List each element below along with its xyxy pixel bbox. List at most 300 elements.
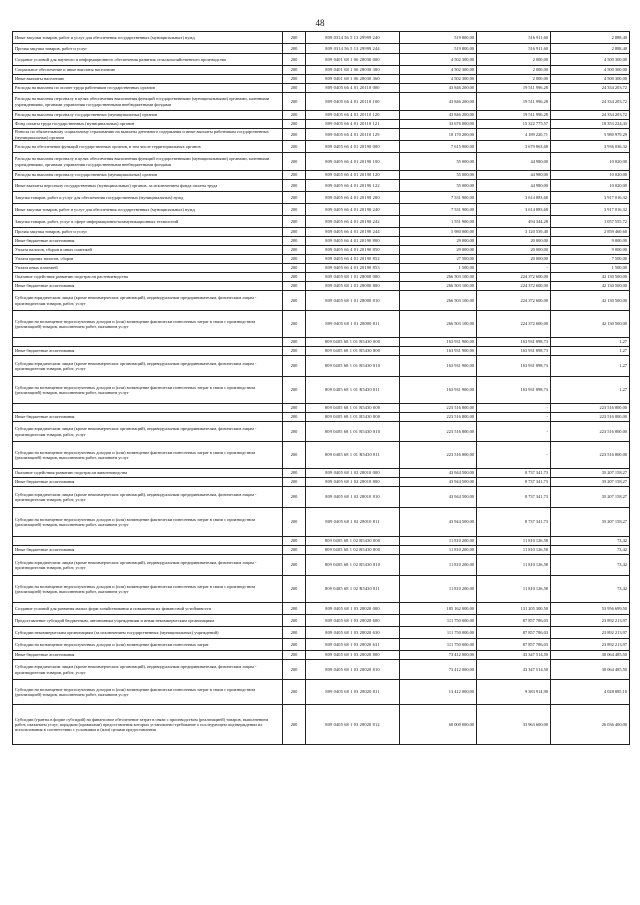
row-budget-code-cell: 809 0405 68 1 01 R5430 800 (306, 413, 400, 422)
row-approved-cell: 111 750 000,00 (400, 615, 477, 627)
row-name-cell: Субсидии на возмещение недополученных доходов и (или) возмещение фактически понесенных затрат в связи с производством (реализацией) товаров, выполнением работ, оказанием услуг (13, 508, 283, 537)
table-row (13, 377, 630, 404)
row-unexecuted-cell: 73,42 (551, 555, 630, 576)
row-budget-code-cell: 809 0405 68 1 01 R5430 810 (306, 422, 400, 442)
row-budget-code-cell: 809 0405 68 1 02 28010 810 (306, 487, 400, 508)
row-budget-code-cell: 809 0401 68 1 06 28030 300 (306, 66, 400, 75)
row-name-cell: Субсидии юридическим лицам (кроме некоммерческих организаций), индивидуальным предпринимателям, физическим лицам - производителям товаров, работ, услуг (13, 660, 283, 680)
row-executed-cell: 163 931 898,73 (477, 338, 551, 347)
row-approved-cell: 4 502 300,00 (400, 66, 477, 75)
row-unexecuted-cell: 23 892 213,97 (551, 639, 630, 651)
row-name-cell: Расходы на выплаты персоналу в целях обеспечения выполнения функций государственными (муниципальными) органами, казенными учреждениями, органами управления государственными внебюджетными фондами (13, 93, 283, 111)
row-budget-code-cell: 809 0405 68 1 03 28020 812 (306, 705, 400, 745)
table-row (13, 537, 630, 546)
row-unexecuted-cell: 223 516 800,00 (551, 422, 630, 442)
row-approved-cell: 10 170 200,00 (400, 129, 477, 141)
row-code-cell: 200 (283, 171, 306, 180)
table-row (13, 111, 630, 120)
row-approved-cell: 1 500,00 (400, 264, 477, 273)
row-code-cell: 200 (283, 627, 306, 639)
row-name-cell: Создание условий для развития малых форм хозяйствования и повышения их финансовой устойчивости (13, 603, 283, 615)
row-name-cell: Взносы по обязательному социальному страхованию на выплаты денежного содержания и иные выплаты работникам государственных (муниципальных) органов (13, 129, 283, 141)
row-name-cell: Иные бюджетные ассигнования (13, 478, 283, 487)
table-row (13, 555, 630, 576)
row-budget-code-cell: 809 0314 56 5 13 29999 240 (306, 32, 400, 44)
row-budget-code-cell: 809 0405 66 4 01 20190 244 (306, 228, 400, 237)
table-row (13, 469, 630, 478)
row-approved-cell: 55 000,00 (400, 180, 477, 192)
table-row (13, 508, 630, 537)
row-name-cell: Иные бюджетные ассигнования (13, 347, 283, 356)
row-budget-code-cell: 809 0405 68 1 03 28020 600 (306, 615, 400, 627)
row-approved-cell: 7 531 900,00 (400, 204, 477, 216)
row-code-cell: 200 (283, 356, 306, 377)
row-budget-code-cell: 809 0405 66 4 01 20190 100 (306, 153, 400, 171)
table-row (13, 422, 630, 442)
row-unexecuted-cell: 35 207 158,27 (551, 487, 630, 508)
row-executed-cell: 19 511 996,28 (477, 84, 551, 93)
row-budget-code-cell: 809 0405 68 1 01 28000 811 (306, 311, 400, 338)
row-approved-cell: 163 931 900,00 (400, 377, 477, 404)
row-budget-code-cell: 809 0405 66 4 01 20110 121 (306, 120, 400, 129)
row-name-cell: Расходы на выплаты персоналу в целях обеспечения выполнения функций государственными (муниципальными) органами, казенными учреждениями, органами управления государственными внебюджетными фондами (13, 153, 283, 171)
row-executed-cell: 11 810 126,58 (477, 576, 551, 603)
row-budget-code-cell: 809 0401 68 1 06 28030 360 (306, 75, 400, 84)
row-code-cell: 200 (283, 442, 306, 469)
table-row (13, 66, 630, 75)
table-row (13, 93, 630, 111)
row-code-cell: 200 (283, 291, 306, 311)
row-code-cell: 200 (283, 273, 306, 282)
row-name-cell: Уплата налогов, сборов и иных платежей (13, 246, 283, 255)
row-approved-cell: 11 810 200,00 (400, 546, 477, 555)
row-code-cell: 200 (283, 192, 306, 204)
row-name-cell: Субсидии юридическим лицам (кроме некоммерческих организаций), индивидуальным предпринимателям, физическим лицам - производителям товаров, работ, услуг (13, 555, 283, 576)
table-row (13, 291, 630, 311)
row-unexecuted-cell: 10 020,00 (551, 171, 630, 180)
table-row (13, 84, 630, 93)
table-row (13, 141, 630, 153)
table-row (13, 442, 630, 469)
row-executed-cell: 11 810 126,58 (477, 546, 551, 555)
row-approved-cell: 11 810 200,00 (400, 555, 477, 576)
row-name-cell: Создание условий для научного и информационного обеспечения развития сельскохозяйственного производства (13, 54, 283, 66)
row-budget-code-cell: 809 0405 66 4 01 20110 100 (306, 93, 400, 111)
row-unexecuted-cell: 4 500 300,00 (551, 54, 630, 66)
table-row (13, 347, 630, 356)
row-code-cell: 200 (283, 311, 306, 338)
row-code-cell: 200 (283, 508, 306, 537)
row-approved-cell: 29 000,00 (400, 237, 477, 246)
row-executed-cell: 87 857 786,03 (477, 639, 551, 651)
row-unexecuted-cell: 42 130 500,00 (551, 273, 630, 282)
row-name-cell: Субсидии на возмещение недополученных доходов и (или) возмещение фактически понесенных затрат в связи с производством (реализацией) товаров, выполнением работ, оказанием услуг (13, 377, 283, 404)
row-unexecuted-cell: 1,27 (551, 347, 630, 356)
row-budget-code-cell: 809 0405 66 4 01 20190 852 (306, 255, 400, 264)
row-budget-code-cell: 809 0405 66 4 01 20190 850 (306, 246, 400, 255)
row-approved-cell: 185 162 000,00 (400, 603, 477, 615)
row-budget-code-cell: 809 0405 68 1 02 R5430 000 (306, 537, 400, 546)
row-unexecuted-cell: 30 064 485,50 (551, 660, 630, 680)
row-approved-cell: 223 516 800,00 (400, 442, 477, 469)
table-row (13, 192, 630, 204)
row-unexecuted-cell: 2 888,40 (551, 32, 630, 44)
row-code-cell: 200 (283, 338, 306, 347)
row-budget-code-cell: 809 0405 68 1 02 R5430 811 (306, 576, 400, 603)
row-code-cell: 200 (283, 54, 306, 66)
row-code-cell: 200 (283, 422, 306, 442)
row-executed-cell: 15 322 775,57 (477, 120, 551, 129)
row-budget-code-cell: 809 0405 66 4 01 20190 120 (306, 171, 400, 180)
row-code-cell: 200 (283, 44, 306, 54)
row-executed-cell: 20 000,00 (477, 246, 551, 255)
row-executed-cell: 8 737 341,73 (477, 508, 551, 537)
table-row (13, 705, 630, 745)
row-budget-code-cell: 809 0405 68 1 02 28010 000 (306, 469, 400, 478)
row-approved-cell: 519 800,00 (400, 44, 477, 54)
row-executed-cell: 131 205 300,50 (477, 603, 551, 615)
row-executed-cell: 163 931 898,73 (477, 377, 551, 404)
row-code-cell: 200 (283, 66, 306, 75)
row-name-cell: Оказание содействия развитию подотрасли растениеводства (13, 273, 283, 282)
row-name-cell: Фонд оплаты труда государственных (муниципальных) органов (13, 120, 283, 129)
row-code-cell: 200 (283, 153, 306, 171)
row-approved-cell: 223 516 800,00 (400, 422, 477, 442)
row-name-cell: Прочая закупка товаров, работ и услуг (13, 44, 283, 54)
table-row (13, 487, 630, 508)
table-row (13, 282, 630, 291)
table-row (13, 237, 630, 246)
row-code-cell: 200 (283, 84, 306, 93)
row-executed-cell: 44 980,00 (477, 153, 551, 171)
row-name-cell: Расходы на выплаты по оплате труда работников государственных органов (13, 84, 283, 93)
row-executed-cell: 8 737 341,73 (477, 469, 551, 478)
row-approved-cell: 519 800,00 (400, 32, 477, 44)
row-code-cell: 200 (283, 660, 306, 680)
row-approved-cell: 73 412 000,00 (400, 651, 477, 660)
row-unexecuted-cell: 7 500,00 (551, 255, 630, 264)
row-executed-cell: - (477, 404, 551, 413)
row-budget-code-cell: 809 0405 68 1 03 28020 000 (306, 603, 400, 615)
row-budget-code-cell: 809 0405 68 1 02 R5430 800 (306, 546, 400, 555)
row-budget-code-cell: 809 0405 66 4 01 20190 800 (306, 237, 400, 246)
row-budget-code-cell: 809 0405 68 1 01 R5430 811 (306, 377, 400, 404)
row-code-cell: 200 (283, 347, 306, 356)
row-code-cell: 200 (283, 180, 306, 192)
row-executed-cell: 44 980,00 (477, 180, 551, 192)
row-executed-cell: 20 000,00 (477, 237, 551, 246)
row-name-cell: Иные бюджетные ассигнования (13, 282, 283, 291)
row-code-cell: 200 (283, 237, 306, 246)
row-approved-cell: 4 502 300,00 (400, 54, 477, 66)
row-code-cell: 200 (283, 705, 306, 745)
row-name-cell: Субсидии юридическим лицам (кроме некоммерческих организаций), индивидуальным предпринимателям, физическим лицам - производителям товаров, работ, услуг (13, 356, 283, 377)
row-approved-cell: 223 516 800,00 (400, 413, 477, 422)
row-budget-code-cell: 809 0405 68 1 03 28020 631 (306, 639, 400, 651)
row-approved-cell: 29 000,00 (400, 246, 477, 255)
row-budget-code-cell: 809 0405 68 1 02 28010 800 (306, 478, 400, 487)
row-unexecuted-cell: 9 000,00 (551, 237, 630, 246)
row-name-cell: Социальное обеспечение и иные выплаты населению (13, 66, 283, 75)
row-unexecuted-cell: 26 036 400,00 (551, 705, 630, 745)
row-unexecuted-cell: 73,42 (551, 537, 630, 546)
row-code-cell: 200 (283, 377, 306, 404)
row-name-cell: Уплата прочих налогов, сборов (13, 255, 283, 264)
row-executed-cell: 8 737 341,73 (477, 487, 551, 508)
row-unexecuted-cell: 35 207 158,27 (551, 469, 630, 478)
row-unexecuted-cell: 2 859 460,60 (551, 228, 630, 237)
row-unexecuted-cell: 24 334 203,72 (551, 93, 630, 111)
row-executed-cell: 224 372 600,00 (477, 311, 551, 338)
row-approved-cell: 73 412 000,00 (400, 660, 477, 680)
row-unexecuted-cell: 9 000,00 (551, 246, 630, 255)
table-row (13, 75, 630, 84)
row-name-cell: Иные закупки товаров, работ и услуг для обеспечения государственных (муниципальных) нужд (13, 204, 283, 216)
page-number: 48 (315, 18, 325, 28)
table-row (13, 255, 630, 264)
row-name-cell: Субсидии юридическим лицам (кроме некоммерческих организаций), индивидуальным предпринимателям, физическим лицам - производителям товаров, работ, услуг (13, 422, 283, 442)
row-executed-cell: 163 931 898,73 (477, 347, 551, 356)
table-row (13, 478, 630, 487)
row-code-cell: 200 (283, 32, 306, 44)
table-row (13, 228, 630, 237)
row-executed-cell: 43 347 514,50 (477, 651, 551, 660)
row-unexecuted-cell: 1 057 555,72 (551, 216, 630, 228)
row-unexecuted-cell: 4 028 085,10 (551, 680, 630, 705)
row-code-cell: 200 (283, 282, 306, 291)
row-approved-cell: 266 503 100,00 (400, 311, 477, 338)
row-executed-cell: 87 857 786,03 (477, 627, 551, 639)
row-approved-cell: 4 502 300,00 (400, 75, 477, 84)
row-approved-cell: 43 944 500,00 (400, 508, 477, 537)
row-executed-cell: - (477, 422, 551, 442)
row-budget-code-cell: 809 0405 66 4 01 20110 129 (306, 129, 400, 141)
row-unexecuted-cell: 3 917 016,32 (551, 192, 630, 204)
row-unexecuted-cell: 42 130 500,00 (551, 291, 630, 311)
row-unexecuted-cell: 10 020,00 (551, 153, 630, 171)
row-name-cell: Расходы на обеспечение функций государственных органов, в том числе территориальных органов (13, 141, 283, 153)
row-unexecuted-cell: 4 500 300,00 (551, 66, 630, 75)
table-row (13, 627, 630, 639)
row-unexecuted-cell: 1,27 (551, 377, 630, 404)
row-code-cell: 200 (283, 546, 306, 555)
row-budget-code-cell: 809 0405 68 1 01 28000 000 (306, 273, 400, 282)
table-row (13, 603, 630, 615)
row-code-cell: 200 (283, 75, 306, 84)
row-unexecuted-cell: 24 334 203,72 (551, 111, 630, 120)
row-budget-code-cell: 809 0405 66 4 01 20190 000 (306, 141, 400, 153)
row-name-cell: Расходы на выплаты персоналу государственных (муниципальных) органов (13, 171, 283, 180)
row-unexecuted-cell: 1,27 (551, 338, 630, 347)
row-executed-cell: 20 000,00 (477, 255, 551, 264)
row-executed-cell: 11 810 126,58 (477, 555, 551, 576)
table-row (13, 356, 630, 377)
row-approved-cell: 163 931 900,00 (400, 338, 477, 347)
row-executed-cell: 19 511 996,28 (477, 111, 551, 120)
table-row (13, 639, 630, 651)
row-unexecuted-cell: 73,42 (551, 576, 630, 603)
row-name-cell: Закупка товаров, работ и услуг для обеспечения государственных (муниципальных) нужд (13, 192, 283, 204)
row-code-cell: 200 (283, 603, 306, 615)
row-unexecuted-cell: 35 207 158,27 (551, 478, 630, 487)
row-approved-cell: 43 944 500,00 (400, 469, 477, 478)
row-executed-cell: 43 347 514,50 (477, 660, 551, 680)
row-budget-code-cell: 809 0405 66 4 01 20190 122 (306, 180, 400, 192)
row-name-cell: Субсидии (гранты в форме субсидий) на финансовое обеспечение затрат в связи с производством (реализацией) товаров, выполнением работ, оказанием услуг, порядком (правилами) предоставления которых установлено требование о последующем подтверждении их использования в соответствии с условиями и (или) целями предоставления (13, 705, 283, 745)
row-budget-code-cell: 809 0405 68 1 03 28020 800 (306, 651, 400, 660)
row-unexecuted-cell: 23 892 213,97 (551, 615, 630, 627)
row-unexecuted-cell: 42 130 500,00 (551, 282, 630, 291)
table-row (13, 129, 630, 141)
row-code-cell: 200 (283, 141, 306, 153)
row-code-cell: 200 (283, 555, 306, 576)
row-executed-cell: 3 679 863,68 (477, 141, 551, 153)
row-approved-cell: 111 750 000,00 (400, 627, 477, 639)
row-approved-cell: 266 503 100,00 (400, 291, 477, 311)
row-code-cell: 200 (283, 228, 306, 237)
row-executed-cell: 3 120 539,40 (477, 228, 551, 237)
row-unexecuted-cell: 223 516 800,00 (551, 413, 630, 422)
report-table (12, 31, 630, 745)
row-name-cell (13, 537, 283, 546)
row-approved-cell: 60 000 000,00 (400, 705, 477, 745)
row-unexecuted-cell: 73,42 (551, 546, 630, 555)
row-unexecuted-cell: 2 888,40 (551, 44, 630, 54)
row-budget-code-cell: 809 0405 68 1 01 R5430 810 (306, 356, 400, 377)
row-approved-cell: 5 980 000,00 (400, 228, 477, 237)
row-unexecuted-cell: 53 956 699,50 (551, 603, 630, 615)
table-row (13, 680, 630, 705)
table-row (13, 120, 630, 129)
table-row (13, 404, 630, 413)
row-code-cell: 200 (283, 413, 306, 422)
table-row (13, 171, 630, 180)
row-approved-cell: 1 551 900,00 (400, 216, 477, 228)
row-unexecuted-cell: 1 500,00 (551, 264, 630, 273)
table-row (13, 311, 630, 338)
row-code-cell: 200 (283, 216, 306, 228)
table-row (13, 216, 630, 228)
row-executed-cell: 9 383 914,90 (477, 680, 551, 705)
table-row (13, 180, 630, 192)
table-row (13, 338, 630, 347)
row-budget-code-cell: 809 0405 68 1 03 28020 811 (306, 680, 400, 705)
row-name-cell: Иные бюджетные ассигнования (13, 546, 283, 555)
row-name-cell: Субсидии юридическим лицам (кроме некоммерческих организаций), индивидуальным предпринимателям, физическим лицам - производителям товаров, работ, услуг (13, 291, 283, 311)
row-budget-code-cell: 809 0405 68 1 01 R5430 000 (306, 404, 400, 413)
row-unexecuted-cell: 10 020,00 (551, 180, 630, 192)
table-row (13, 246, 630, 255)
row-executed-cell: 224 372 600,00 (477, 291, 551, 311)
row-name-cell: Уплата иных платежей (13, 264, 283, 273)
row-code-cell: 200 (283, 404, 306, 413)
row-budget-code-cell: 809 0314 56 5 13 29999 244 (306, 44, 400, 54)
row-executed-cell: - (477, 413, 551, 422)
row-executed-cell: 33 963 600,00 (477, 705, 551, 745)
row-executed-cell: 11 810 126,58 (477, 537, 551, 546)
row-executed-cell: 224 372 600,00 (477, 273, 551, 282)
row-budget-code-cell: 809 0405 68 1 03 28020 810 (306, 660, 400, 680)
row-name-cell: Предоставление субсидий бюджетным, автономным учреждениям и иным некоммерческим организациям (13, 615, 283, 627)
row-approved-cell: 163 931 900,00 (400, 356, 477, 377)
row-executed-cell: 516 911,60 (477, 32, 551, 44)
row-budget-code-cell: 809 0405 68 1 01 R5430 800 (306, 347, 400, 356)
row-code-cell: 200 (283, 469, 306, 478)
row-approved-cell: 43 944 500,00 (400, 487, 477, 508)
table-row (13, 546, 630, 555)
row-executed-cell: 19 511 996,28 (477, 93, 551, 111)
row-name-cell: Иные выплаты персоналу государственных (муниципальных) органов, за исключением фонда оплаты труда (13, 180, 283, 192)
row-approved-cell: 55 000,00 (400, 171, 477, 180)
table-row (13, 44, 630, 54)
row-executed-cell: 8 737 341,73 (477, 478, 551, 487)
row-name-cell: Расходы на выплаты персоналу государственных (муниципальных) органов (13, 111, 283, 120)
row-approved-cell: 43 846 200,00 (400, 111, 477, 120)
table-row (13, 651, 630, 660)
row-budget-code-cell: 809 0401 68 1 06 28030 000 (306, 54, 400, 66)
row-budget-code-cell: 809 0405 68 1 01 R5430 811 (306, 442, 400, 469)
row-unexecuted-cell: 35 207 158,27 (551, 508, 630, 537)
row-name-cell: Субсидии на возмещение недополученных доходов и (или) возмещение фактически понесенных затрат в связи с производством (реализацией) товаров, выполнением работ, оказанием услуг (13, 680, 283, 705)
row-unexecuted-cell: 5 980 979,29 (551, 129, 630, 141)
table-row (13, 615, 630, 627)
row-unexecuted-cell: 1,27 (551, 356, 630, 377)
row-name-cell: Субсидии на возмещение недополученных доходов и (или) возмещение фактически понесенных затрат в связи с производством (реализацией) товаров, выполнением работ, оказанием услуг (13, 576, 283, 603)
row-executed-cell: 2 000,00 (477, 75, 551, 84)
row-name-cell: Иные бюджетные ассигнования (13, 651, 283, 660)
row-executed-cell: 163 931 898,73 (477, 356, 551, 377)
row-unexecuted-cell: 223 516 800,00 (551, 404, 630, 413)
row-approved-cell: 163 931 900,00 (400, 347, 477, 356)
row-name-cell: Субсидии на возмещение недополученных доходов и (или) возмещение фактически понесенных затрат (13, 639, 283, 651)
row-approved-cell: 223 516 800,00 (400, 404, 477, 413)
table-row (13, 153, 630, 171)
table-row (13, 32, 630, 44)
row-budget-code-cell: 809 0405 68 1 01 28000 800 (306, 282, 400, 291)
row-executed-cell: - (477, 442, 551, 469)
table-row (13, 576, 630, 603)
row-name-cell: Субсидии на возмещение недополученных доходов и (или) возмещение фактически понесенных затрат в связи с производством (реализацией) товаров, выполнением работ, оказанием услуг (13, 442, 283, 469)
row-executed-cell: 4 189 220,71 (477, 129, 551, 141)
table-row (13, 273, 630, 282)
row-code-cell: 200 (283, 255, 306, 264)
row-code-cell: 200 (283, 93, 306, 111)
row-unexecuted-cell: 42 130 500,00 (551, 311, 630, 338)
row-code-cell: 200 (283, 576, 306, 603)
row-executed-cell: 494 344,28 (477, 216, 551, 228)
row-budget-code-cell: 809 0405 68 1 01 R5430 000 (306, 338, 400, 347)
row-budget-code-cell: 809 0405 66 4 01 20190 200 (306, 192, 400, 204)
row-budget-code-cell: 809 0405 66 4 01 20190 853 (306, 264, 400, 273)
row-approved-cell: 13 412 000,00 (400, 680, 477, 705)
row-executed-cell: 2 000,00 (477, 66, 551, 75)
row-name-cell: Иные закупки товаров, работ и услуг для обеспечения государственных (муниципальных) нужд (13, 32, 283, 44)
row-executed-cell: 224 372 600,00 (477, 282, 551, 291)
row-name-cell: Субсидии на возмещение недополученных доходов и (или) возмещение фактически понесенных затрат в связи с производством (реализацией) товаров, выполнением работ, оказанием услуг (13, 311, 283, 338)
row-budget-code-cell: 809 0405 68 1 03 28020 630 (306, 627, 400, 639)
row-code-cell: 200 (283, 129, 306, 141)
row-code-cell: 200 (283, 487, 306, 508)
row-approved-cell: 33 676 000,00 (400, 120, 477, 129)
row-name-cell: Закупка товаров, работ, услуг в сфере информационно-коммуникационных технологий (13, 216, 283, 228)
table-row (13, 204, 630, 216)
row-code-cell: 200 (283, 639, 306, 651)
row-name-cell: Прочая закупка товаров, работ и услуг (13, 228, 283, 237)
table-row (13, 264, 630, 273)
row-name-cell (13, 404, 283, 413)
report-table-body (13, 32, 630, 745)
row-approved-cell: 43 944 500,00 (400, 478, 477, 487)
